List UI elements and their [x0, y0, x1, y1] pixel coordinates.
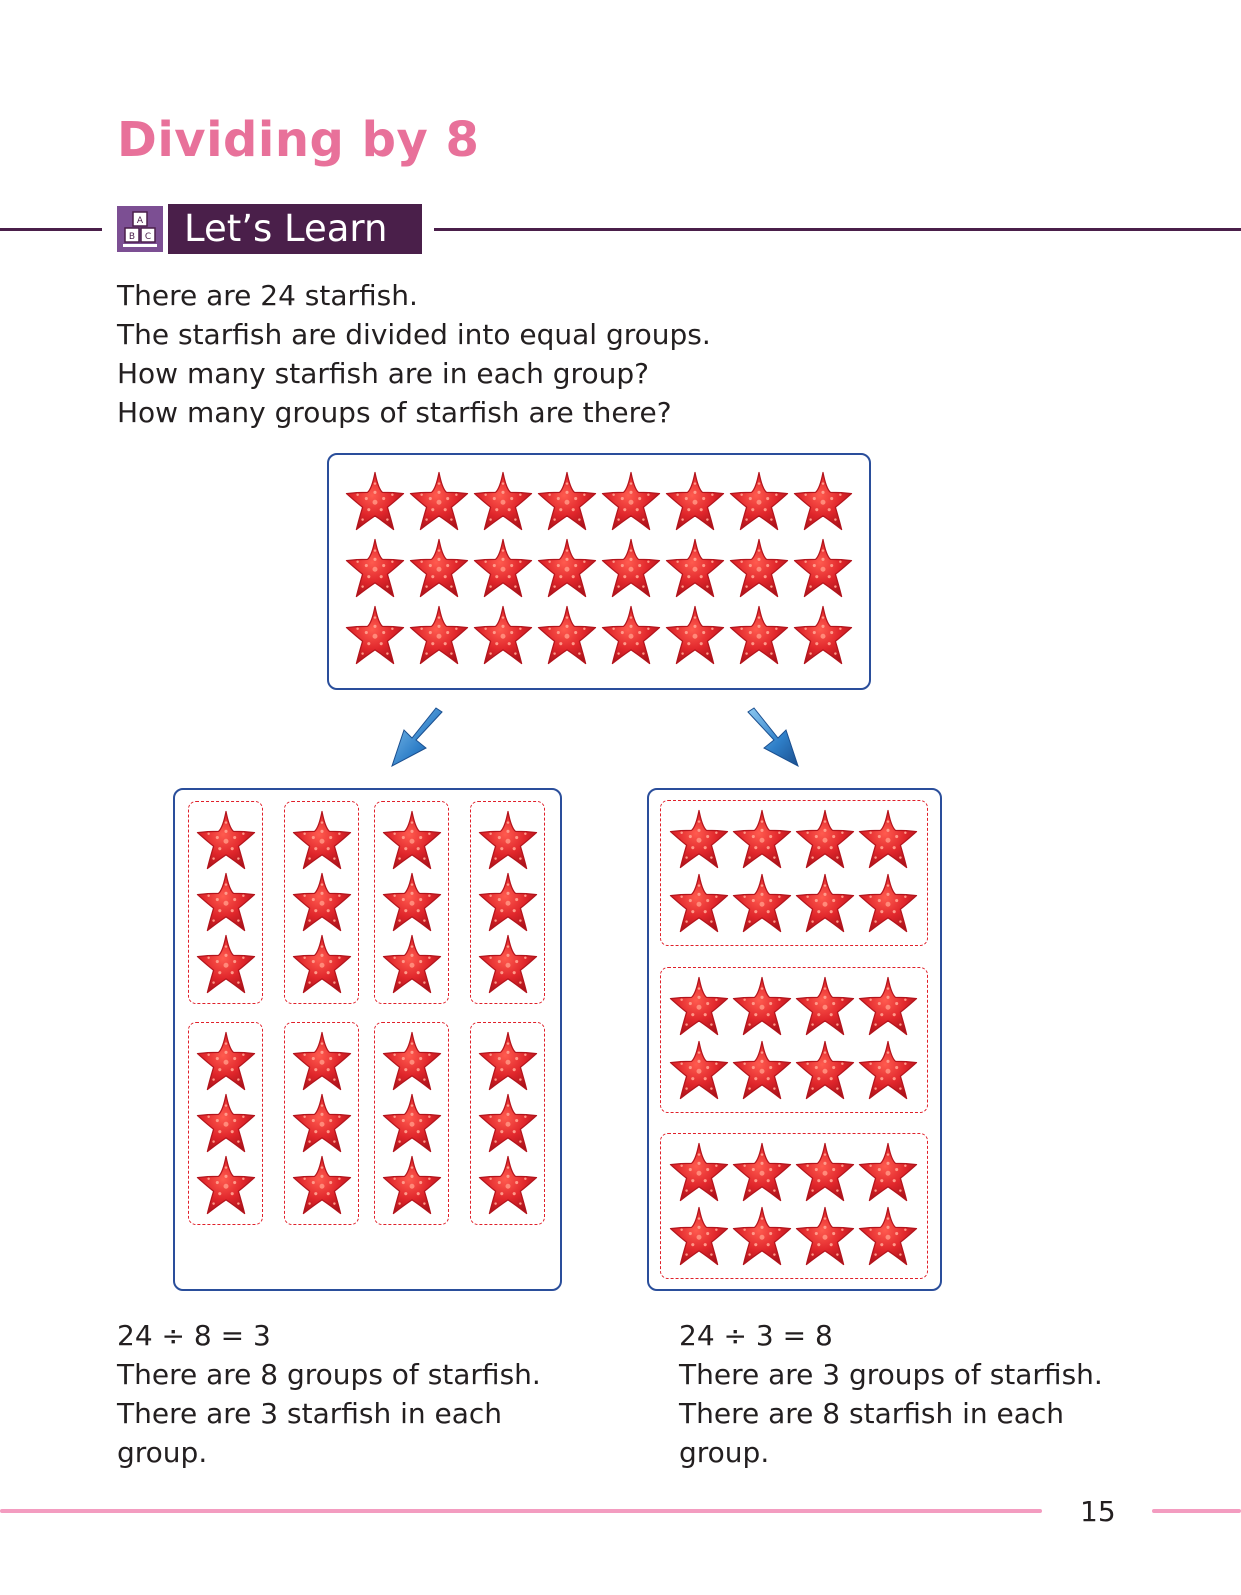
right-line-1: There are 3 groups of starfish.	[679, 1358, 1103, 1391]
starfish-icon	[728, 604, 790, 666]
svg-text:A: A	[136, 216, 144, 226]
left-explanation	[117, 1316, 541, 1472]
starfish-icon	[664, 470, 726, 532]
starfish-icon	[477, 933, 539, 995]
starfish-icon	[600, 604, 662, 666]
starfish-icon	[731, 975, 793, 1037]
starfish-icon	[792, 604, 854, 666]
starfish-icon	[381, 809, 443, 871]
starfish-icon	[195, 1154, 257, 1216]
starfish-icon	[536, 470, 598, 532]
starfish-icon	[408, 604, 470, 666]
starfish-icon	[344, 470, 406, 532]
starfish-icon	[291, 809, 353, 871]
intro-line: The starfish are divided into equal groups.	[117, 318, 711, 351]
starfish-icon	[668, 872, 730, 934]
starfish-icon	[794, 1141, 856, 1203]
starfish-icon	[408, 537, 470, 599]
starfish-icon	[195, 871, 257, 933]
section-rule-right	[434, 228, 1241, 231]
starfish-icon	[291, 1154, 353, 1216]
starfish-icon	[731, 808, 793, 870]
starfish-icon	[291, 933, 353, 995]
intro-line: How many groups of starfish are there?	[117, 396, 672, 429]
starfish-icon	[668, 808, 730, 870]
starfish-icon	[381, 1030, 443, 1092]
intro-line: There are 24 starfish.	[117, 279, 418, 312]
right-equation: 24 ÷ 3 = 8	[679, 1319, 833, 1352]
footer-rule-left	[0, 1509, 1042, 1513]
svg-text:C: C	[144, 232, 152, 242]
right-line-2: There are 8 starfish in each	[679, 1397, 1065, 1430]
starfish-icon	[536, 537, 598, 599]
right-explanation	[679, 1316, 1103, 1472]
starfish-icon	[600, 470, 662, 532]
starfish-icon	[195, 933, 257, 995]
starfish-icon	[381, 1092, 443, 1154]
intro-line: How many starfish are in each group?	[117, 357, 649, 390]
left-equation: 24 ÷ 8 = 3	[117, 1319, 271, 1352]
starfish-icon	[477, 809, 539, 871]
starfish-icon	[472, 604, 534, 666]
arrow-down-right-icon	[738, 706, 808, 772]
section-label: Let’s Learn	[168, 204, 422, 254]
starfish-icon	[472, 470, 534, 532]
starfish-icon	[792, 537, 854, 599]
starfish-icon	[794, 1039, 856, 1101]
starfish-icon	[381, 1154, 443, 1216]
footer-rule-right	[1152, 1509, 1241, 1513]
starfish-icon	[408, 470, 470, 532]
starfish-icon	[477, 871, 539, 933]
starfish-icon	[731, 872, 793, 934]
starfish-icon	[857, 1141, 919, 1203]
starfish-icon	[344, 537, 406, 599]
starfish-icon	[857, 1205, 919, 1267]
starfish-icon	[477, 1030, 539, 1092]
starfish-icon	[195, 1030, 257, 1092]
starfish-icon	[381, 933, 443, 995]
starfish-icon	[344, 604, 406, 666]
starfish-icon	[857, 1039, 919, 1101]
starfish-icon	[668, 975, 730, 1037]
starfish-icon	[381, 871, 443, 933]
starfish-icon	[600, 537, 662, 599]
abc-blocks-icon	[117, 206, 163, 252]
section-rule-left	[0, 228, 102, 231]
intro-text	[117, 276, 711, 432]
starfish-icon	[291, 871, 353, 933]
starfish-icon	[291, 1030, 353, 1092]
starfish-icon	[794, 975, 856, 1037]
starfish-icon	[477, 1092, 539, 1154]
starfish-icon	[668, 1205, 730, 1267]
starfish-icon	[664, 537, 726, 599]
starfish-icon	[728, 537, 790, 599]
starfish-icon	[857, 975, 919, 1037]
starfish-icon	[792, 470, 854, 532]
starfish-icon	[668, 1141, 730, 1203]
starfish-icon	[536, 604, 598, 666]
starfish-icon	[794, 1205, 856, 1267]
right-line-3: group.	[679, 1436, 770, 1469]
starfish-icon	[664, 604, 726, 666]
starfish-icon	[195, 1092, 257, 1154]
starfish-icon	[731, 1141, 793, 1203]
left-line-1: There are 8 groups of starfish.	[117, 1358, 541, 1391]
starfish-icon	[794, 808, 856, 870]
starfish-icon	[195, 809, 257, 871]
left-line-2: There are 3 starfish in each	[117, 1397, 503, 1430]
arrow-down-left-icon	[382, 706, 452, 772]
starfish-icon	[794, 872, 856, 934]
starfish-icon	[472, 537, 534, 599]
starfish-icon	[731, 1039, 793, 1101]
svg-text:B: B	[128, 232, 136, 242]
starfish-icon	[668, 1039, 730, 1101]
left-line-3: group.	[117, 1436, 208, 1469]
starfish-icon	[857, 808, 919, 870]
starfish-icon	[728, 470, 790, 532]
starfish-icon	[731, 1205, 793, 1267]
starfish-icon	[477, 1154, 539, 1216]
starfish-icon	[857, 872, 919, 934]
page-number: 15	[1080, 1495, 1116, 1528]
starfish-icon	[291, 1092, 353, 1154]
page-title: Dividing by 8	[117, 112, 480, 168]
